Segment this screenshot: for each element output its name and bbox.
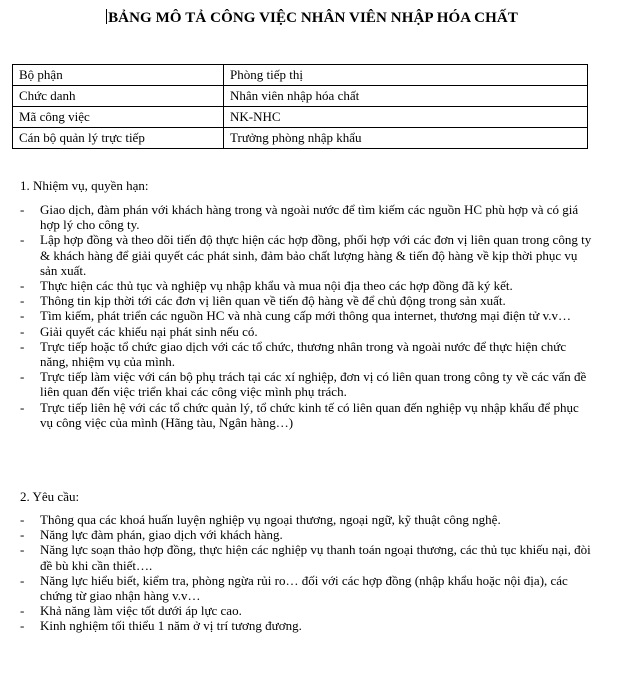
list-item-text: Trực tiếp làm việc với cán bộ phụ trách tại các xí nghiệp, đơn vị có liên quan trong công ty về các vấn đề liên quan đến việc triển khai các công việc mình phụ trách. bbox=[40, 369, 587, 400]
document-title bbox=[0, 9, 624, 27]
list-item-text: Thực hiện các thủ tục và nghiệp vụ nhập khẩu và mua nội địa theo các hợp đồng đã ký kết. bbox=[40, 278, 513, 294]
list-item: - Trực tiếp hoặc tổ chức giao dịch với các tổ chức, thương nhân trong và ngoài nước để thực hiện chức năng, nhiệm vụ của mình. bbox=[20, 338, 567, 370]
list-item-text: Kinh nghiệm tối thiểu 1 năm ở vị trí tương đương. bbox=[40, 618, 302, 634]
list-item: - Trực tiếp liên hệ với các tổ chức quản lý, tổ chức kinh tế có liên quan đến nghiệp vụ nhập khẩu để phục vụ công việc của mình (Hãng tàu, Ngân hàng…) bbox=[20, 399, 579, 430]
list-item-text: Năng lực đàm phán, giao dịch với khách hàng. bbox=[40, 527, 283, 543]
list-item: - Giao dịch, đàm phán với khách hàng trong và ngoài nước để tìm kiếm các nguồn HC phù hợp và có giá hợp lý cho công ty. bbox=[20, 202, 579, 233]
requirements-list bbox=[20, 512, 594, 634]
list-item-text: Giao dịch, đàm phán với khách hàng trong và ngoài nước để tìm kiếm các nguồn HC phù hợp và có giá hợp lý cho công ty. bbox=[40, 202, 579, 233]
text-cursor bbox=[106, 9, 107, 24]
list-item: - Lập hợp đồng và theo dõi tiến độ thực hiện các hợp đồng, phối hợp với các đơn vị liên quan trong công ty & khách hàng để giải quyết các phát sinh, đảm bảo chất lượng hàng & tiến độ hàng về kịp thời phục vụ sản xuất. bbox=[20, 232, 592, 278]
table-row bbox=[13, 65, 588, 86]
list-item: - Thực hiện các thủ tục và nghiệp vụ nhập khẩu và mua nội địa theo các hợp đồng đã ký kết. bbox=[20, 278, 513, 294]
list-item-text: Lập hợp đồng và theo dõi tiến độ thực hiện các hợp đồng, phối hợp với các đơn vị liên quan trong công ty & khách hàng để giải quyết các phát sinh, đảm bảo chất lượng hàng & tiến độ hàng về kịp thời phục vụ sản xuất. bbox=[40, 232, 592, 278]
list-item: - Thông tin kịp thời tới các đơn vị liên quan về tiến độ hàng về để chủ động trong sản xuất. bbox=[20, 293, 506, 309]
list-item: - Thông qua các khoá huấn luyện nghiệp vụ ngoại thương, ngoại ngữ, kỹ thuật công nghệ. bbox=[20, 512, 501, 527]
table-label-cell: Cán bộ quản lý trực tiếp bbox=[13, 128, 224, 149]
list-item: - Năng lực soạn thảo hợp đồng, thực hiện các nghiệp vụ thanh toán ngoại thương, các thủ tục khiếu nại, đòi đề bù khi cần thiết…. bbox=[20, 542, 591, 573]
list-item-text: Khả năng làm việc tốt dưới áp lực cao. bbox=[40, 603, 242, 619]
table-row bbox=[13, 86, 588, 107]
list-item-text: Giải quyết các khiếu nại phát sinh nếu có. bbox=[40, 323, 258, 339]
list-item: - Giải quyết các khiếu nại phát sinh nếu có. bbox=[20, 323, 258, 339]
list-item: - Trực tiếp làm việc với cán bộ phụ trách tại các xí nghiệp, đơn vị có liên quan trong công ty về các vấn đề liên quan đến việc triển khai các công việc mình phụ trách. bbox=[20, 369, 587, 400]
table-label-cell: Chức danh bbox=[13, 86, 224, 107]
list-item-text: Thông tin kịp thời tới các đơn vị liên quan về tiến độ hàng về để chủ động trong sản xuất. bbox=[40, 293, 506, 309]
list-item: - Khả năng làm việc tốt dưới áp lực cao. bbox=[20, 603, 242, 619]
table-label-cell: Bộ phận bbox=[13, 65, 224, 86]
table-value-cell: Phòng tiếp thị bbox=[224, 65, 588, 86]
table-label-cell: Mã công việc bbox=[13, 107, 224, 128]
table-row bbox=[13, 107, 588, 128]
list-item: - Tìm kiếm, phát triển các nguồn HC và nhà cung cấp mới thông qua internet, thương mại điện tử v.v… bbox=[20, 308, 571, 324]
list-item: - Kinh nghiệm tối thiểu 1 năm ở vị trí tương đương. bbox=[20, 618, 302, 634]
list-item-text: Năng lực hiểu biết, kiểm tra, phòng ngừa rủi ro… đối với các hợp đồng (nhập khẩu hoặc nội địa), các chứng từ giao nhận hàng v.v… bbox=[40, 572, 568, 604]
table-value-cell: Nhân viên nhập hóa chất bbox=[224, 86, 588, 107]
section-heading-requirements: 2. Yêu cầu: bbox=[20, 489, 80, 504]
table-value-cell: Trưởng phòng nhập khẩu bbox=[224, 128, 588, 149]
section-heading-duties: 1. Nhiệm vụ, quyền hạn: bbox=[20, 178, 149, 193]
list-item-text: Trực tiếp hoặc tổ chức giao dịch với các tổ chức, thương nhân trong và ngoài nước để thực hiện chức năng, nhiệm vụ của mình. bbox=[40, 338, 567, 370]
table-value-cell: NK-NHC bbox=[224, 107, 588, 128]
list-item: - Năng lực đàm phán, giao dịch với khách hàng. bbox=[20, 527, 283, 543]
document-title-text: BẢNG MÔ TẢ CÔNG VIỆC NHÂN VIÊN NHẬP HÓA CHẤT bbox=[108, 10, 518, 26]
list-item: - Năng lực hiểu biết, kiểm tra, phòng ngừa rủi ro… đối với các hợp đồng (nhập khẩu hoặc nội địa), các chứng từ giao nhận hàng v.v… bbox=[20, 572, 568, 604]
duties-list bbox=[20, 202, 594, 430]
list-item-text: Thông qua các khoá huấn luyện nghiệp vụ ngoại thương, ngoại ngữ, kỹ thuật công nghệ. bbox=[40, 512, 501, 527]
list-item-text: Trực tiếp liên hệ với các tổ chức quản lý, tổ chức kinh tế có liên quan đến nghiệp vụ nhập khẩu để phục vụ công việc của mình (Hãng tàu, Ngân hàng…) bbox=[40, 399, 579, 430]
list-item-text: Tìm kiếm, phát triển các nguồn HC và nhà cung cấp mới thông qua internet, thương mại điện tử v.v… bbox=[40, 308, 571, 324]
list-item-text: Năng lực soạn thảo hợp đồng, thực hiện các nghiệp vụ thanh toán ngoại thương, các thủ tục khiếu nại, đòi đề bù khi cần thiết…. bbox=[40, 542, 591, 573]
table-row bbox=[13, 128, 588, 149]
job-info-table bbox=[12, 64, 588, 149]
